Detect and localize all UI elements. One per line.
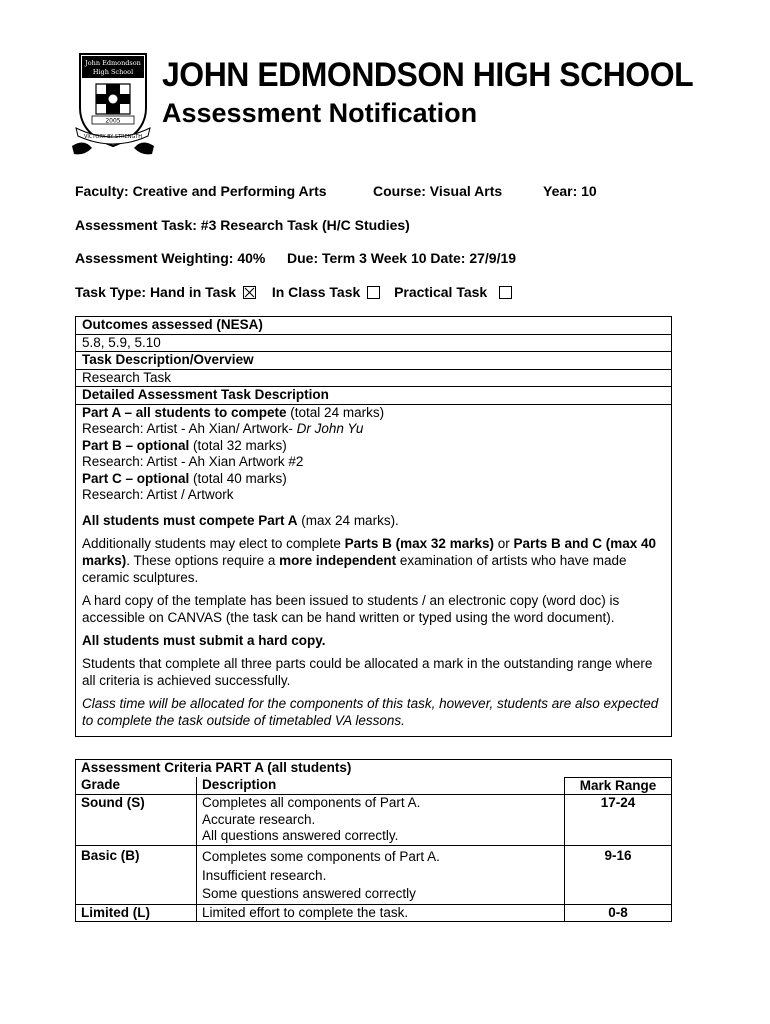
crest-text-line2: High School xyxy=(92,68,134,76)
part-b-title: Part B – optional xyxy=(82,437,190,453)
in-class-label: In Class Task xyxy=(271,284,361,300)
criteria-mark: 17-24 xyxy=(565,795,672,846)
additional-text-1: Additionally students may elect to complete xyxy=(82,535,345,551)
year-label: Year: 10 xyxy=(543,183,597,199)
criteria-grade: Basic (B) xyxy=(76,846,197,905)
criteria-description xyxy=(197,904,565,922)
outcomes-header: Outcomes assessed (NESA) xyxy=(76,317,672,335)
weighting-label: Assessment Weighting: 40% xyxy=(75,250,266,266)
criteria-row xyxy=(76,795,672,846)
criteria-line: Limited effort to complete the task. xyxy=(202,904,409,920)
additional-independent: more independent xyxy=(279,552,397,568)
part-b-marks: (total 32 marks) xyxy=(189,437,287,453)
criteria-grade: Sound (S) xyxy=(76,795,197,846)
criteria-col-grade: Grade xyxy=(76,777,197,795)
outstanding-range-info: Students that complete all three parts could be allocated a mark in the outstanding range where all criteria is achieved successfully. xyxy=(82,655,653,688)
part-a-marks: (total 24 marks) xyxy=(286,404,385,420)
criteria-line: Completes some components of Part A. xyxy=(202,849,440,864)
part-a-artwork: Dr John Yu xyxy=(296,421,364,436)
part-c-research: Research: Artist / Artwork xyxy=(82,487,234,502)
part-c-marks: (total 40 marks) xyxy=(189,470,287,486)
overview-value: Research Task xyxy=(76,369,672,387)
task-type-hand-in-label: Task Type: Hand in Task xyxy=(75,284,237,300)
criteria-title: Assessment Criteria PART A (all students) xyxy=(76,760,672,778)
criteria-mark: 9-16 xyxy=(565,846,672,905)
school-crest-logo xyxy=(70,50,156,160)
submit-hard-copy: All students must submit a hard copy. xyxy=(82,632,326,648)
criteria-line: Some questions answered correctly xyxy=(202,886,416,901)
crest-motto: VICTORY BY STRENGTH xyxy=(83,134,143,140)
hand-in-checkbox[interactable] xyxy=(243,286,256,299)
assessment-task-label: Assessment Task: #3 Research Task (H/C Studies) xyxy=(75,217,410,233)
part-a-title: Part A – all students to compete xyxy=(82,404,287,420)
criteria-description xyxy=(197,846,565,905)
additional-part-b: Parts B (max 32 marks) xyxy=(344,535,494,551)
part-c-title: Part C – optional xyxy=(82,470,190,486)
detail-header: Detailed Assessment Task Description xyxy=(76,387,672,405)
criteria-table xyxy=(75,759,672,922)
criteria-mark: 0-8 xyxy=(565,904,672,922)
criteria-line: All questions answered correctly. xyxy=(202,828,399,843)
detail-body xyxy=(76,404,672,736)
additional-text-3: examination of artists who have made ceramic sculptures. xyxy=(82,552,627,585)
checkbox-cross-icon xyxy=(244,287,255,298)
document-title: Assessment Notification xyxy=(162,98,478,128)
practical-checkbox[interactable] xyxy=(499,286,512,299)
part-a-research: Research: Artist - Ah Xian/ Artwork- xyxy=(82,421,297,436)
task-type-row xyxy=(75,284,512,300)
all-compete-rest: (max 24 marks). xyxy=(297,512,399,528)
criteria-grade: Limited (L) xyxy=(76,904,197,922)
criteria-line: Insufficient research. xyxy=(202,867,327,883)
criteria-row xyxy=(76,846,672,905)
course-label: Course: Visual Arts xyxy=(373,183,503,199)
outcomes-value: 5.8, 5.9, 5.10 xyxy=(76,334,672,352)
overview-header: Task Description/Overview xyxy=(76,352,672,370)
faculty-label: Faculty: Creative and Performing Arts xyxy=(75,183,327,199)
additional-text-2: . These options require a xyxy=(126,552,280,568)
criteria-description xyxy=(197,795,565,846)
class-time-info: Class time will be allocated for the components of this task, however, students are also expected to complete the task outside of timetabled VA lessons. xyxy=(82,695,659,728)
criteria-row xyxy=(76,904,672,922)
task-outline-table xyxy=(75,316,672,737)
part-b-research: Research: Artist - Ah Xian Artwork #2 xyxy=(82,454,304,469)
criteria-col-mark: Mark Range xyxy=(565,777,672,795)
hard-copy-info: A hard copy of the template has been issued to students / an electronic copy (word doc) is accessible on CANVAS (the task can be hand written or typed using the word document). xyxy=(82,592,620,625)
crest-text-line1: John Edmondson xyxy=(85,59,141,67)
criteria-col-description: Description xyxy=(197,777,565,795)
all-compete-bold: All students must compete Part A xyxy=(82,512,298,528)
due-date-label: Due: Term 3 Week 10 Date: 27/9/19 xyxy=(287,250,517,266)
school-name: JOHN EDMONDSON HIGH SCHOOL xyxy=(162,56,694,94)
additional-part-c: Parts B and C (max 40 marks) xyxy=(82,535,657,568)
practical-label: Practical Task xyxy=(394,284,488,300)
additional-or: or xyxy=(493,535,514,551)
criteria-line: Accurate research. xyxy=(202,811,316,827)
crest-year: 2005 xyxy=(105,117,121,125)
in-class-checkbox[interactable] xyxy=(367,286,380,299)
criteria-line: Completes all components of Part A. xyxy=(202,795,421,810)
